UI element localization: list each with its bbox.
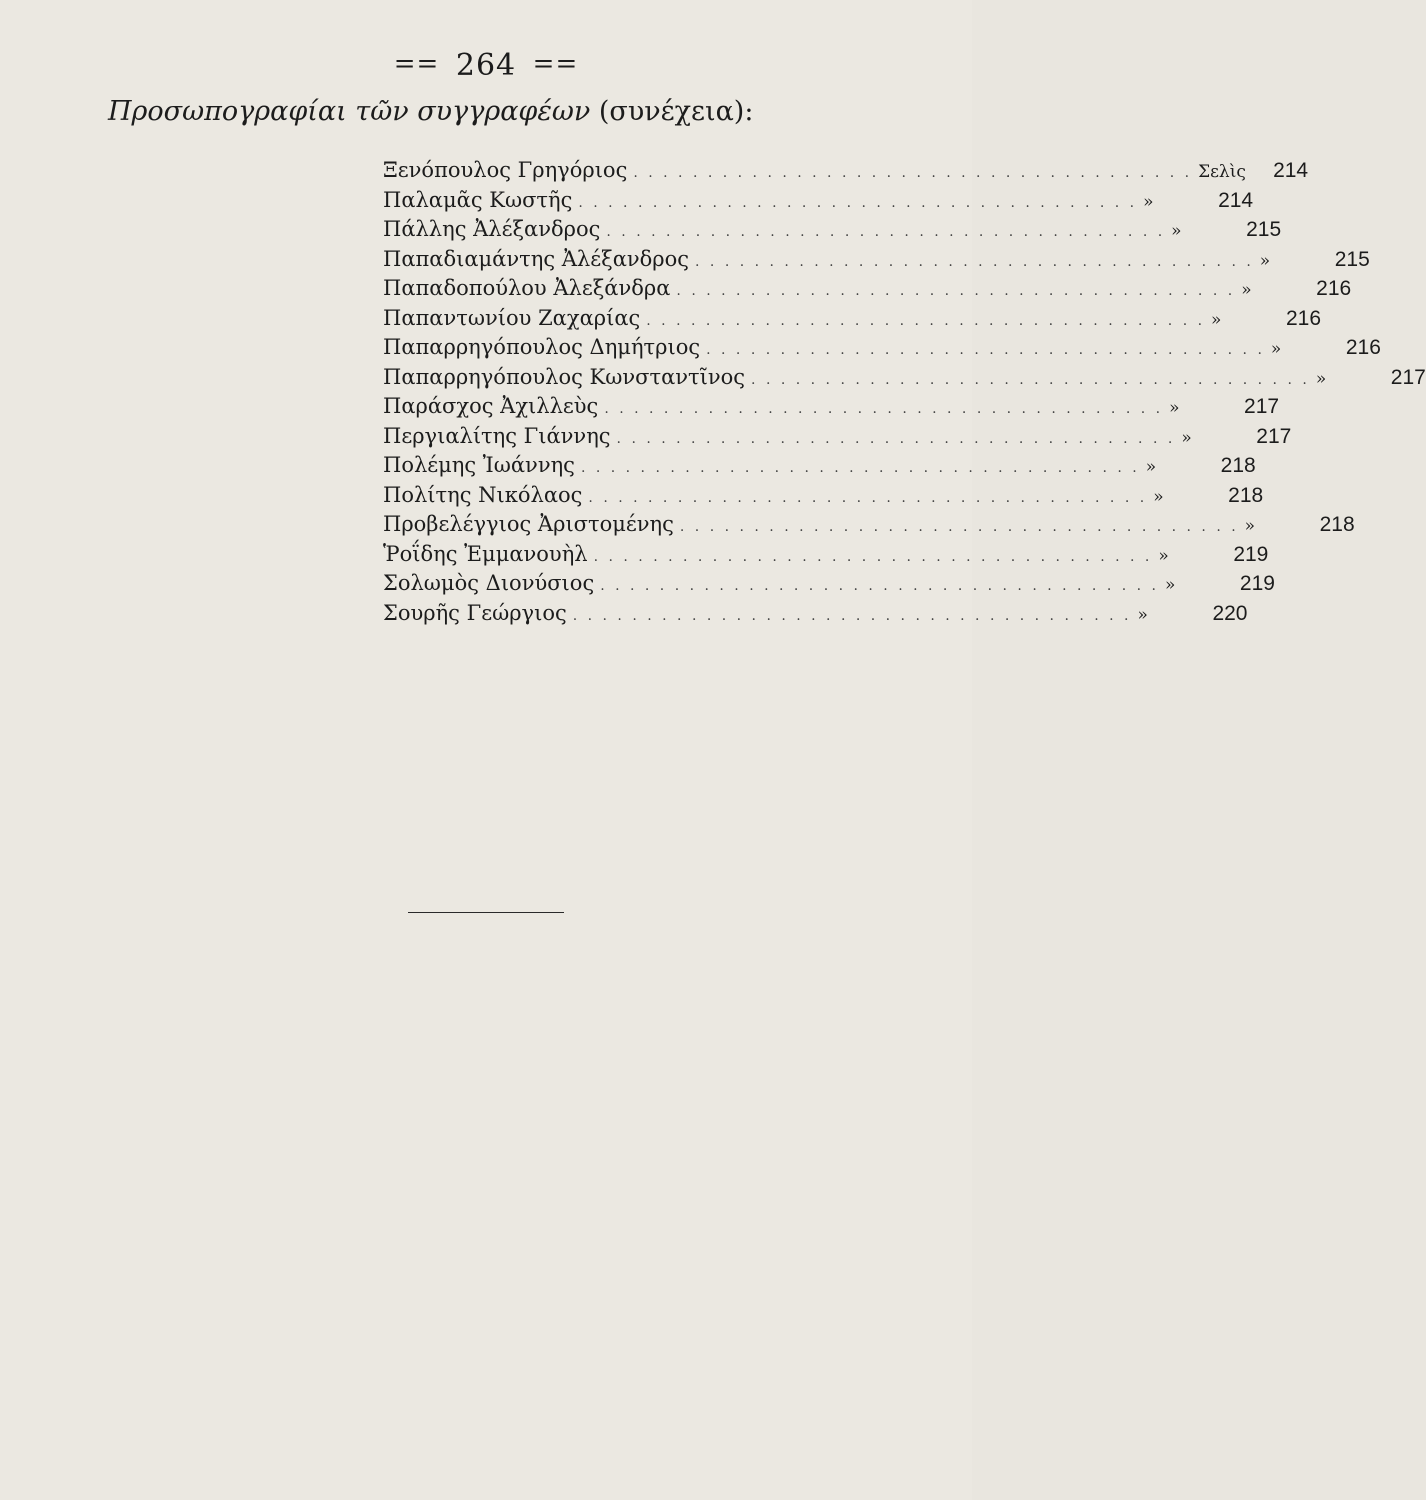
dot-leader: . . . . . . . . . . . . . . . . . . . . . . . . . . . . . . . . . . . . . . (679, 519, 1239, 535)
dot-leader: . . . . . . . . . . . . . . . . . . . . . . . . . . . . . . . . . . . . . . (604, 401, 1164, 417)
author-name: Πολίτης Νικόλαος (383, 482, 583, 507)
dot-leader: . . . . . . . . . . . . . . . . . . . . . . . . . . . . . . . . . . . . . . (578, 194, 1138, 211)
page-label: Σελὶς (1198, 162, 1246, 182)
dot-leader: . . . . . . . . . . . . . . . . . . . . . . . . . . . . . . . . . . . . . . (600, 578, 1159, 594)
ornament-left: == (393, 49, 440, 79)
list-item (383, 512, 1355, 542)
page-label: » (1181, 427, 1192, 448)
list-item (383, 158, 1309, 188)
dot-leader: . . . . . . . . . . . . . . . . . . . . . . . . . . . . . . . . . . . . . . (751, 371, 1310, 388)
page-reference: 217 (1390, 365, 1426, 389)
list-item (383, 246, 1370, 277)
author-name: Ῥοΐδης Ἐμμανουὴλ (383, 541, 588, 566)
page-label: » (1244, 516, 1256, 536)
page-reference: 217 (1244, 395, 1280, 418)
page-label: » (1270, 339, 1282, 359)
page-reference: 216 (1345, 336, 1381, 359)
list-item (383, 600, 1248, 631)
page-reference: 218 (1319, 513, 1355, 536)
list-item (383, 335, 1381, 365)
list-item (383, 364, 1426, 395)
list-item (383, 394, 1280, 424)
author-name: Πάλλης Ἀλέξανδρος (383, 217, 601, 241)
ornament-right: == (532, 49, 579, 79)
page-label: » (1241, 280, 1252, 300)
page-reference: 214 (1273, 159, 1309, 182)
dot-leader: . . . . . . . . . . . . . . . . . . . . . . . . . . . . . . . . . . . . . . (706, 342, 1265, 358)
author-index-list (383, 158, 1426, 630)
page-label: » (1158, 545, 1169, 566)
author-name: Παλαμᾶς Κωστῆς (383, 187, 573, 212)
dot-leader: . . . . . . . . . . . . . . . . . . . . . . . . . . . . . . . . . . . . . . (580, 460, 1140, 476)
list-item (383, 187, 1254, 218)
page-number-header (0, 48, 972, 83)
dot-leader: . . . . . . . . . . . . . . . . . . . . . . . . . . . . . . . . . . . . . . (695, 253, 1254, 270)
author-name: Σολωμὸς Διονύσιος (383, 571, 595, 595)
page-reference: 216 (1316, 277, 1352, 300)
author-name: Σουρῆς Γεώργιος (383, 600, 567, 625)
author-name: Παπαδοπούλου Ἀλεξάνδρα (383, 276, 671, 300)
list-item (383, 423, 1292, 454)
page-label: » (1171, 221, 1182, 241)
author-name: Παπαρρηγόπουλος Κωνσταντῖνος (383, 364, 746, 389)
dot-leader: . . . . . . . . . . . . . . . . . . . . . . . . . . . . . . . . . . . . . . (606, 224, 1166, 240)
list-item (383, 541, 1269, 572)
page-label: » (1153, 486, 1164, 507)
page-reference: 218 (1228, 483, 1264, 507)
author-name: Προβελέγγιος Ἀριστομένης (383, 512, 674, 536)
dot-leader: . . . . . . . . . . . . . . . . . . . . . . . . . . . . . . . . . . . . . . (646, 312, 1206, 329)
page-reference: 217 (1256, 424, 1292, 448)
page-reference: 219 (1239, 572, 1275, 595)
page-label: » (1211, 309, 1222, 330)
author-name: Παπαδιαμάντης Ἀλέξανδρος (383, 246, 690, 271)
page-label: » (1145, 457, 1157, 477)
section-title (108, 96, 753, 127)
list-item (383, 305, 1322, 336)
page-label: » (1143, 191, 1154, 212)
page-label: » (1164, 575, 1176, 595)
list-item (383, 217, 1282, 247)
list-item (383, 276, 1352, 306)
dot-leader: . . . . . . . . . . . . . . . . . . . . . . . . . . . . . . . . . . . . . . (572, 607, 1132, 624)
section-title-text: Προσωπογραφίαι τῶν συγγραφέων (108, 96, 591, 127)
dot-leader: . . . . . . . . . . . . . . . . . . . . . . . . . . . . . . . . . . . . . . (676, 283, 1236, 299)
page-label: » (1137, 604, 1148, 625)
dot-leader: . . . . . . . . . . . . . . . . . . . . . . . . . . . . . . . . . . . . . . (633, 165, 1193, 181)
page-reference: 219 (1233, 542, 1269, 566)
author-name: Παπαντωνίου Ζαχαρίας (383, 305, 641, 330)
page-number: 264 (455, 48, 517, 83)
list-item (383, 453, 1256, 483)
dot-leader: . . . . . . . . . . . . . . . . . . . . . . . . . . . . . . . . . . . . . . (588, 489, 1148, 506)
page-reference: 216 (1286, 306, 1322, 330)
author-name: Πολέμης Ἰωάννης (383, 453, 575, 477)
author-name: Ξενόπουλος Γρηγόριος (383, 158, 628, 182)
author-name: Παράσχος Ἀχιλλεὺς (383, 394, 599, 418)
section-continuation: (συνέχεια): (598, 96, 754, 127)
page-reference: 214 (1218, 188, 1254, 212)
page-reference: 220 (1212, 601, 1248, 625)
page-label: » (1259, 250, 1271, 271)
page-reference: 215 (1334, 247, 1370, 271)
page-label: » (1169, 398, 1180, 418)
page-reference: 215 (1246, 218, 1282, 241)
page-label: » (1315, 368, 1327, 389)
author-name: Παπαρρηγόπουλος Δημήτριος (383, 335, 701, 359)
page-reference: 218 (1220, 454, 1256, 477)
dot-leader: . . . . . . . . . . . . . . . . . . . . . . . . . . . . . . . . . . . . . . (616, 430, 1176, 447)
list-item (383, 482, 1264, 513)
bottom-divider (408, 912, 564, 913)
list-item (383, 571, 1275, 601)
author-name: Περγιαλίτης Γιάννης (383, 423, 611, 448)
dot-leader: . . . . . . . . . . . . . . . . . . . . . . . . . . . . . . . . . . . . . . (593, 548, 1153, 565)
